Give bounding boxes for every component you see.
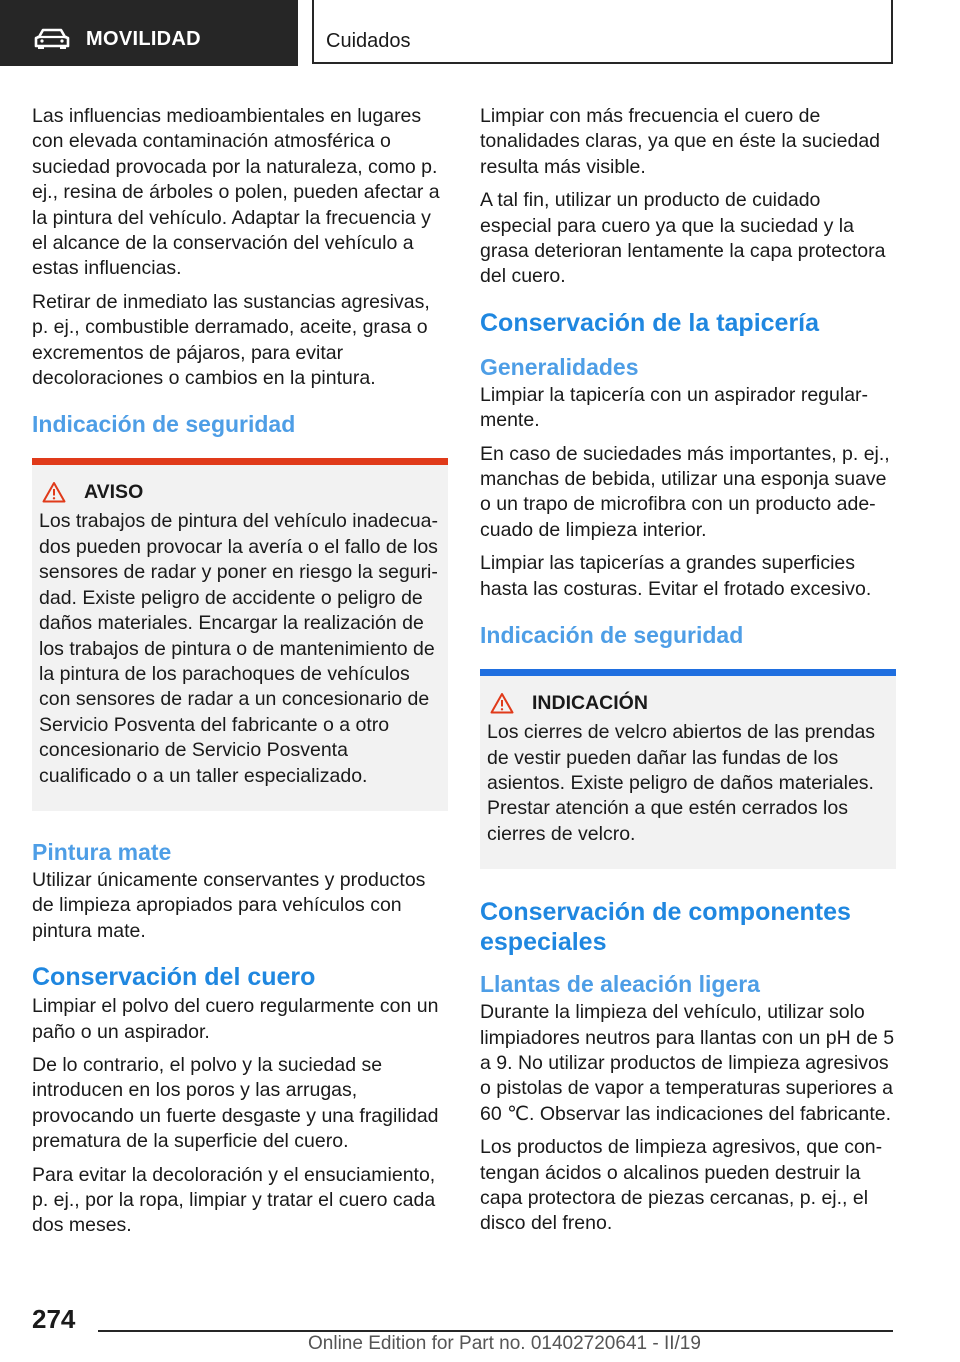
notice-label: INDICACIÓN — [532, 691, 648, 714]
paragraph: En caso de suciedades más importantes, p. ej., manchas de bebida, utilizar una esponja suave o un trapo de microfibra con un producto adecuado de limpieza interior. — [480, 442, 890, 541]
right-column — [480, 104, 896, 1245]
paragraph: Retirar de inmediato las sustancias agresivas, p. ej., combustible derramado, aceite, grasa o excrementos de pájaros, para evitar decoloraciones o cambios en la pintura. — [32, 290, 430, 390]
section-label: MOVILIDAD — [86, 28, 201, 50]
upholstery-heading: Conservación de la tapicería — [480, 308, 820, 337]
page-number: 274 — [32, 1304, 76, 1334]
warning-triangle-icon — [42, 481, 66, 503]
special-components-heading: Conservación de componentes especiales — [480, 898, 851, 957]
footer-rule — [98, 1330, 893, 1332]
warning-box — [32, 458, 448, 810]
alloy-heading: Llantas de aleación ligera — [480, 971, 760, 998]
paragraph: Las influencias medioambientales en lugares con elevada contaminación atmosférica o suciedad provocada por la naturaleza, como p. ej., resina de árboles o polen, pueden afectar a la pintura del vehículo. Adaptar la frecuencia y el alcance de la conservación del vehículo a estas influencias. — [32, 105, 440, 280]
left-column — [32, 104, 448, 1247]
warning-text: Los trabajos de pintura del vehículo inadecuados pueden provocar la avería o el fallo de los sensores de radar y poner en riesgo la seguridad. Existe peligro de accidente o peligro de daños materiales. Encargar la realización de los trabajos de pintura o de mantenimiento de la pintura de los parachoques de vehículos con sensores de radar a un concesionario de Servicio Posventa del fabricante o a otro concesionario de Servicio Posventa cualificado o a un taller especializado. — [39, 510, 438, 787]
safety-heading: Indicación de seguridad — [480, 622, 744, 649]
warning-label: AVISO — [84, 480, 144, 503]
paragraph: Limpiar el polvo del cuero regularmente con un paño o un aspirador. — [32, 995, 439, 1043]
paragraph: De lo contrario, el polvo y la suciedad se introducen en los poros y las arrugas, provocando un fuerte desgaste y una fragilidad prematura de la superficie del cuero. — [32, 1053, 439, 1153]
paragraph: Utilizar únicamente conservantes y productos de limpieza apropiados para vehículos con pintura mate. — [32, 868, 426, 942]
notice-text: Los cierres de velcro abiertos de las prendas de vestir pueden dañar las fundas de los asientos. Existe peligro de daños materiales. Prestar atención a que estén cerrados los cierres de velcro. — [487, 721, 876, 845]
paragraph: Limpiar la tapicería con un aspirador regularmente. — [480, 383, 869, 432]
notice-box — [480, 669, 896, 869]
page-title: Cuidados — [326, 30, 411, 52]
paragraph: A tal fin, utilizar un producto de cuidado especial para cuero ya que la suciedad y la grasa deterioran lentamente la capa protectora del cuero. — [480, 189, 886, 288]
matte-heading: Pintura mate — [32, 838, 172, 865]
paragraph: Durante la limpieza del vehículo, utilizar solo limpiadores neutros para llantas con un pH de 5 a 9. No utilizar productos de limpieza agresivos o pistolas de vapor a temperaturas superiores a 60 ℃. Observar las indicaciones del fabricante. — [480, 1001, 895, 1125]
paragraph: Limpiar con más frecuencia el cuero de tonalidades claras, ya que en éste la suciedad resulta más visible. — [480, 105, 881, 178]
paragraph: Los productos de limpieza agresivos, que contengan ácidos o alcalinos pueden destruir la capa protectora de piezas cercanas, p. ej., el disco del freno. — [480, 1136, 883, 1235]
safety-heading: Indicación de seguridad — [32, 411, 296, 438]
leather-heading: Conservación del cuero — [32, 963, 316, 992]
paragraph: Limpiar las tapicerías a grandes superficies hasta las costuras. Evitar el frotado excesivo. — [480, 552, 872, 600]
general-heading: Generalidades — [480, 353, 639, 380]
footer-edition: Online Edition for Part no. 01402720641 - II/19 — [308, 1333, 701, 1354]
paragraph: Para evitar la decoloración y el ensuciamiento, p. ej., por la ropa, limpiar y tratar el cuero cada dos meses. — [32, 1163, 436, 1237]
car-icon — [34, 28, 70, 50]
warning-triangle-icon — [490, 692, 514, 714]
